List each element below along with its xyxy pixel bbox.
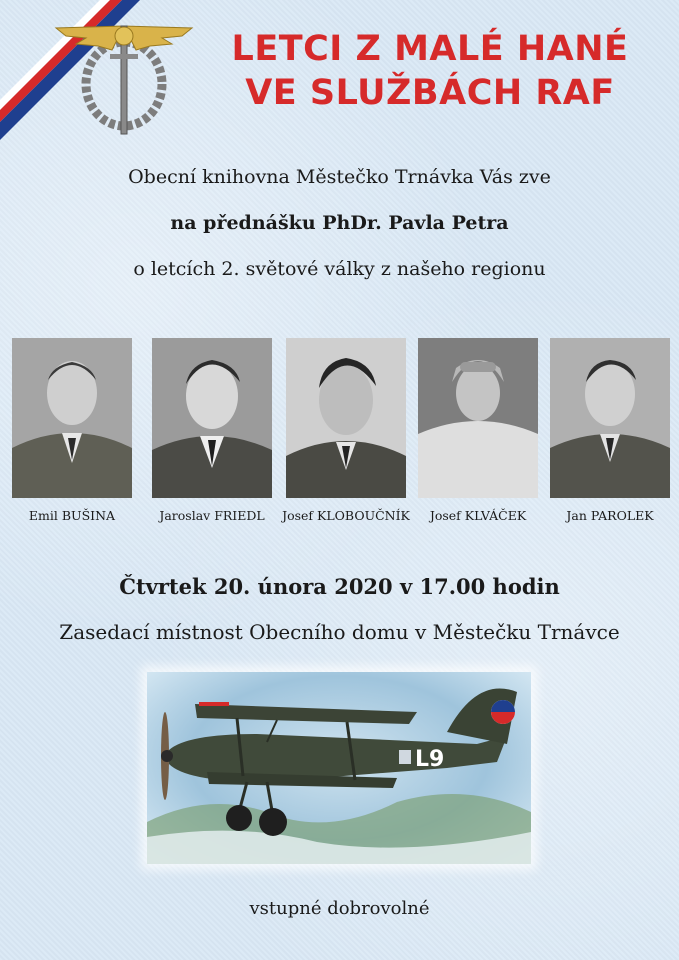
pilot-photo-kloboucnik [286, 338, 406, 498]
pilot-photo-klvacek [418, 338, 538, 498]
invitation-line-2: na přednášku PhDr. Pavla Petra [170, 212, 509, 234]
event-venue: Zasedací místnost Obecního domu v Městečku Trnávce [59, 620, 620, 644]
pilot-name-5: Jan PAROLEK [566, 508, 654, 523]
pilot-photo-friedl [152, 338, 272, 498]
pilot-name-4: Josef KLVÁČEK [429, 508, 527, 523]
plane-marking: L9 [415, 747, 445, 772]
biplane-illustration [147, 672, 531, 864]
pilot-photo-parolek [550, 338, 670, 498]
pilot-name-2: Jaroslav FRIEDL [159, 508, 265, 523]
invitation-line-1: Obecní knihovna Městečko Trnávka Vás zve [128, 166, 551, 188]
pilot-name-3: Josef KLOBOUČNÍK [282, 508, 410, 523]
title-line-1: LETCI Z MALÉ HANÉ [231, 29, 629, 69]
pilot-name-1: Emil BUŠINA [28, 508, 116, 523]
event-date: Čtvrtek 20. února 2020 v 17.00 hodin [119, 574, 560, 599]
admission-note: vstupné dobrovolné [249, 898, 430, 919]
pilot-photo-busina [12, 338, 132, 498]
title-line-2: VE SLUŽBÁCH RAF [245, 73, 615, 113]
invitation-line-3: o letcích 2. světové války z našeho regionu [133, 258, 546, 280]
pilot-wings-badge-icon [52, 6, 202, 136]
